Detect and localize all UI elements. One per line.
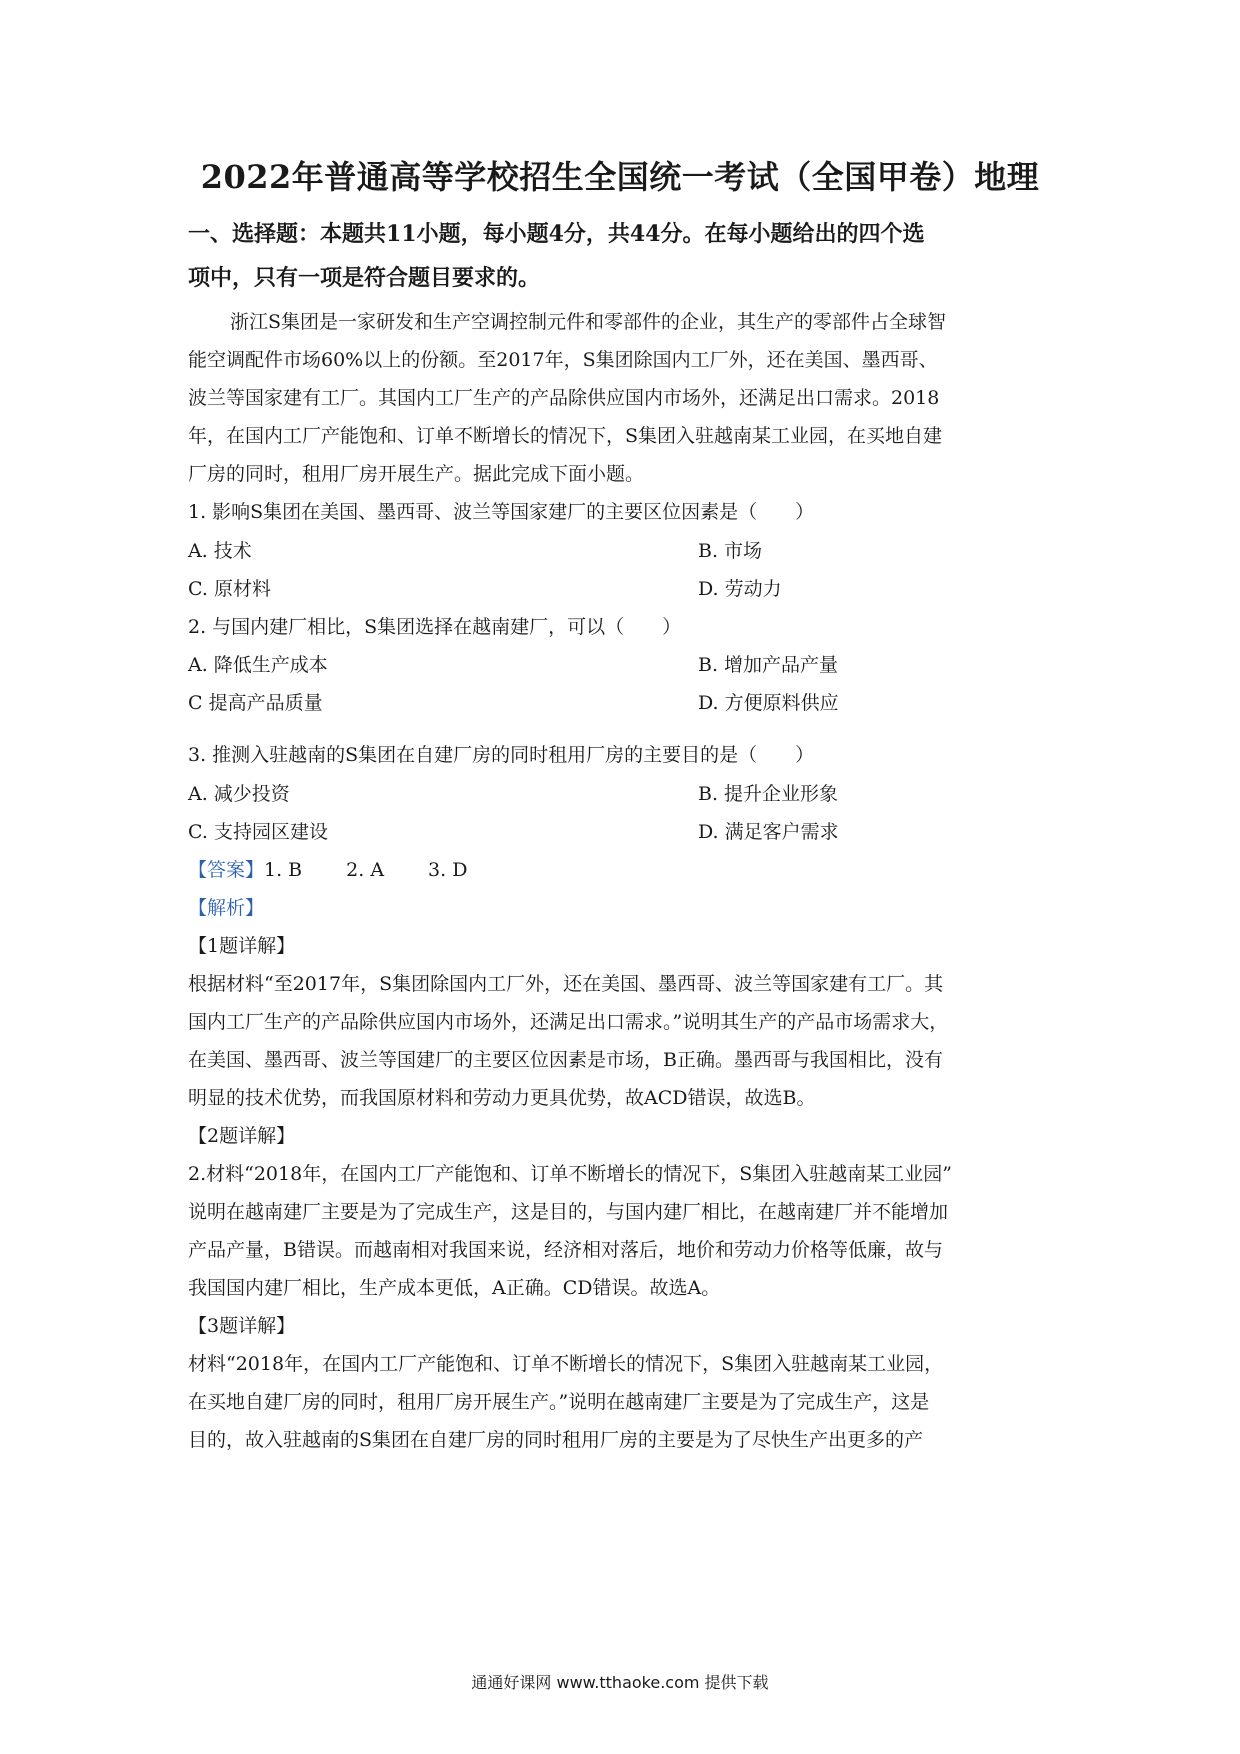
detail-2-line: 我国国内建厂相比，生产成本更低，A正确。CD错误。故选A。 xyxy=(188,1277,721,1299)
detail-1-line: 在美国、墨西哥、波兰等国建厂的主要区位因素是市场，B正确。墨西哥与我国相比，没有 xyxy=(188,1049,943,1071)
answer-item: 1. B xyxy=(264,859,303,881)
detail-1-label: 【1题详解】 xyxy=(188,935,296,957)
detail-3-line: 目的，故入驻越南的S集团在自建厂房的同时租用厂房的主要是为了尽快生产出更多的产 xyxy=(188,1429,924,1451)
answer-label: 【答案】 xyxy=(188,859,265,881)
passage-line: 年，在国内工厂产能饱和、订单不断增长的情况下，S集团入驻越南某工业园，在买地自建 xyxy=(188,425,943,447)
question-2-option-a: A. 降低生产成本 xyxy=(188,654,328,676)
detail-1-line: 根据材料“至2017年，S集团除国内工厂外，还在美国、墨西哥、波兰等国家建有工厂。其 xyxy=(188,973,944,995)
question-2-option-b: B. 增加产品产量 xyxy=(698,654,839,676)
answer-item: 2. A xyxy=(346,859,385,881)
detail-2-label: 【2题详解】 xyxy=(188,1125,296,1147)
question-1-option-b: B. 市场 xyxy=(698,540,763,562)
passage-line: 浙江S集团是一家研发和生产空调控制元件和零部件的企业，其生产的零部件占全球智 xyxy=(230,311,947,333)
question-3-option-d: D. 满足客户需求 xyxy=(698,821,839,843)
answer-line xyxy=(188,856,467,884)
question-3-stem: 3. 推测入驻越南的S集团在自建厂房的同时租用厂房的主要目的是（ ） xyxy=(188,744,815,766)
footer-watermark: 通通好课网 www.tthaoke.com 提供下载 xyxy=(471,1673,769,1692)
detail-3-label: 【3题详解】 xyxy=(188,1315,296,1337)
detail-3-line: 材料“2018年，在国内工厂产能饱和、订单不断增长的情况下，S集团入驻越南某工业园， xyxy=(188,1353,944,1375)
analysis-label: 【解析】 xyxy=(188,897,265,919)
question-2-option-c: C 提高产品质量 xyxy=(188,692,323,714)
question-1-option-c: C. 原材料 xyxy=(188,578,271,600)
passage-line: 厂房的同时，租用厂房开展生产。据此完成下面小题。 xyxy=(188,463,645,485)
detail-1-line: 明显的技术优势，而我国原材料和劳动力更具优势，故ACD错误，故选B。 xyxy=(188,1087,816,1109)
question-1-option-d: D. 劳动力 xyxy=(698,578,782,600)
question-3-option-c: C. 支持园区建设 xyxy=(188,821,328,843)
section-heading-line-2: 项中，只有一项是符合题目要求的。 xyxy=(188,265,541,291)
answer-item: 3. D xyxy=(428,859,468,881)
detail-2-line: 产品产量，B错误。而越南相对我国来说，经济相对落后，地价和劳动力价格等低廉，故与 xyxy=(188,1239,943,1261)
detail-1-line: 国内工厂生产的产品除供应国内市场外，还满足出口需求。”说明其生产的产品市场需求大， xyxy=(188,1011,949,1033)
question-1-stem: 1. 影响S集团在美国、墨西哥、波兰等国家建厂的主要区位因素是（ ） xyxy=(188,501,815,523)
detail-2-line: 说明在越南建厂主要是为了完成生产，这是目的，与国内建厂相比，在越南建厂并不能增加 xyxy=(188,1201,949,1223)
question-2-option-d: D. 方便原料供应 xyxy=(698,692,839,714)
question-1-option-a: A. 技术 xyxy=(188,540,252,562)
question-3-option-b: B. 提升企业形象 xyxy=(698,783,839,805)
detail-2-line: 2.材料“2018年，在国内工厂产能饱和、订单不断增长的情况下，S集团入驻越南某工业园” xyxy=(188,1163,952,1185)
passage-line: 波兰等国家建有工厂。其国内工厂生产的产品除供应国内市场外，还满足出口需求。2018 xyxy=(188,387,940,409)
page-title: 2022年普通高等学校招生全国统一考试（全国甲卷）地理 xyxy=(200,158,1040,196)
passage-line: 能空调配件市场60%以上的份额。至2017年，S集团除国内工厂外，还在美国、墨西哥、 xyxy=(188,349,938,371)
question-3-option-a: A. 减少投资 xyxy=(188,783,290,805)
section-heading-line-1: 一、选择题：本题共11小题，每小题4分，共44分。在每小题给出的四个选 xyxy=(188,221,925,247)
question-2-stem: 2. 与国内建厂相比，S集团选择在越南建厂，可以（ ） xyxy=(188,616,682,638)
detail-3-line: 在买地自建厂房的同时，租用厂房开展生产。”说明在越南建厂主要是为了完成生产，这是 xyxy=(188,1391,930,1413)
